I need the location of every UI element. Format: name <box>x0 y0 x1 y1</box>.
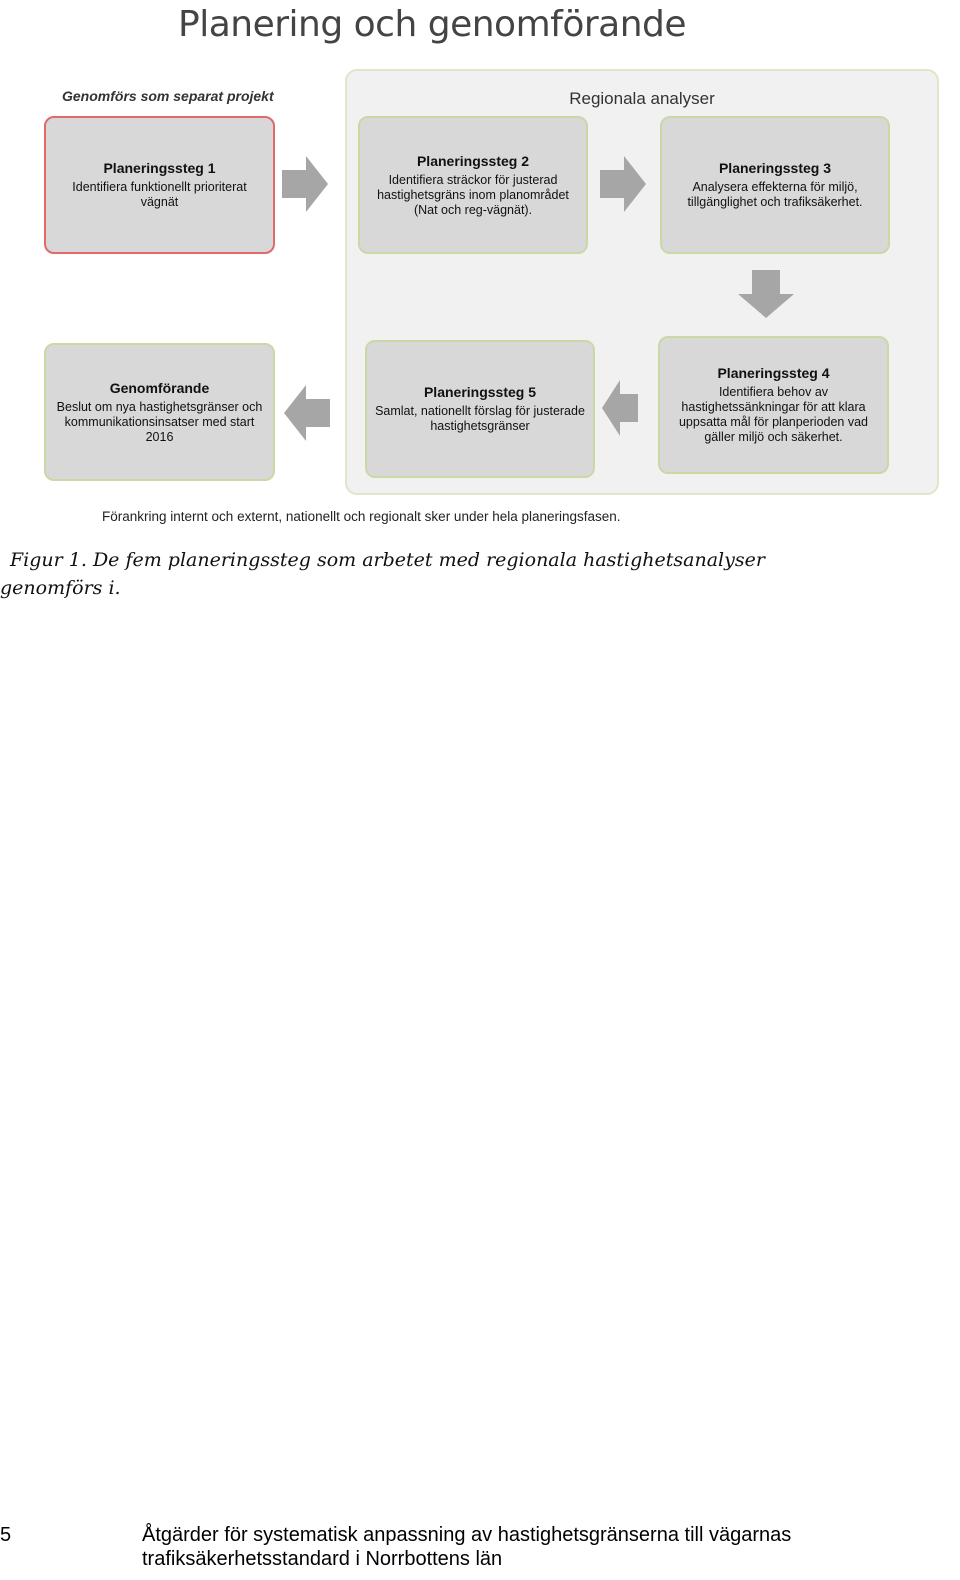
implementation-text: Beslut om nya hastighetsgränser och kommunikationsinsatser med start 2016 <box>56 399 263 444</box>
step-1-title: Planeringssteg 1 <box>103 160 216 176</box>
page-number: 5 <box>0 1524 12 1546</box>
implementation-title: Genomförande <box>109 379 210 396</box>
step-5-box <box>365 340 595 478</box>
arrow-right-icon <box>282 156 328 212</box>
figure-caption <box>0 546 880 602</box>
step-4-title: Planeringssteg 4 <box>717 365 830 381</box>
separate-project-label: Genomförs som separat projekt <box>62 88 274 104</box>
caption-line-2: genomförs i. <box>0 577 121 599</box>
footer-line-1: Åtgärder för systematisk anpassning av hastighetsgränserna till vägarnas <box>142 1524 792 1546</box>
implementation-box <box>44 343 275 481</box>
step-3-title: Planeringssteg 3 <box>718 160 832 176</box>
arrow-right-icon <box>600 156 646 212</box>
arrow-left-icon <box>284 385 330 441</box>
arrow-down-icon <box>738 270 794 318</box>
step-3-box <box>660 116 890 254</box>
footer-title <box>142 1523 942 1571</box>
step-2-text: Identifiera sträckor för justerad hastighetsgräns inom planområdet (Nat och reg-vägnät). <box>377 172 569 217</box>
anchoring-note: Förankring internt och externt, nationellt och regionalt sker under hela planeringsfasen. <box>102 509 621 524</box>
page-footer <box>0 1521 960 1580</box>
planning-figure <box>0 0 960 535</box>
step-1-box <box>44 116 275 254</box>
figure-title: Planering och genomförande <box>178 4 687 45</box>
step-4-box <box>658 336 889 474</box>
step-4-text: Identifiera behov av hastighetssänkningar för att klara uppsatta mål för planperioden vad gäller miljö och säkerhet. <box>678 385 868 444</box>
footer-line-2: trafiksäkerhetsstandard i Norrbottens län <box>142 1548 503 1570</box>
step-5-title: Planeringssteg 5 <box>423 384 537 400</box>
caption-line-1: Figur 1. De fem planeringssteg som arbetet med regionala hastighetsanalyser <box>10 549 765 571</box>
step-3-text: Analysera effekterna för miljö, tillgänglighet och trafiksäkerhet. <box>687 180 863 209</box>
step-2-box <box>358 116 588 254</box>
step-2-title: Planeringssteg 2 <box>416 152 530 169</box>
step-5-text: Samlat, nationellt förslag för justerade hastighetsgränser <box>375 404 585 433</box>
arrow-left-icon <box>602 380 638 436</box>
regional-analyses-label: Regionala analyser <box>569 89 715 108</box>
step-1-text: Identifiera funktionellt prioriterat vägnät <box>72 180 247 209</box>
